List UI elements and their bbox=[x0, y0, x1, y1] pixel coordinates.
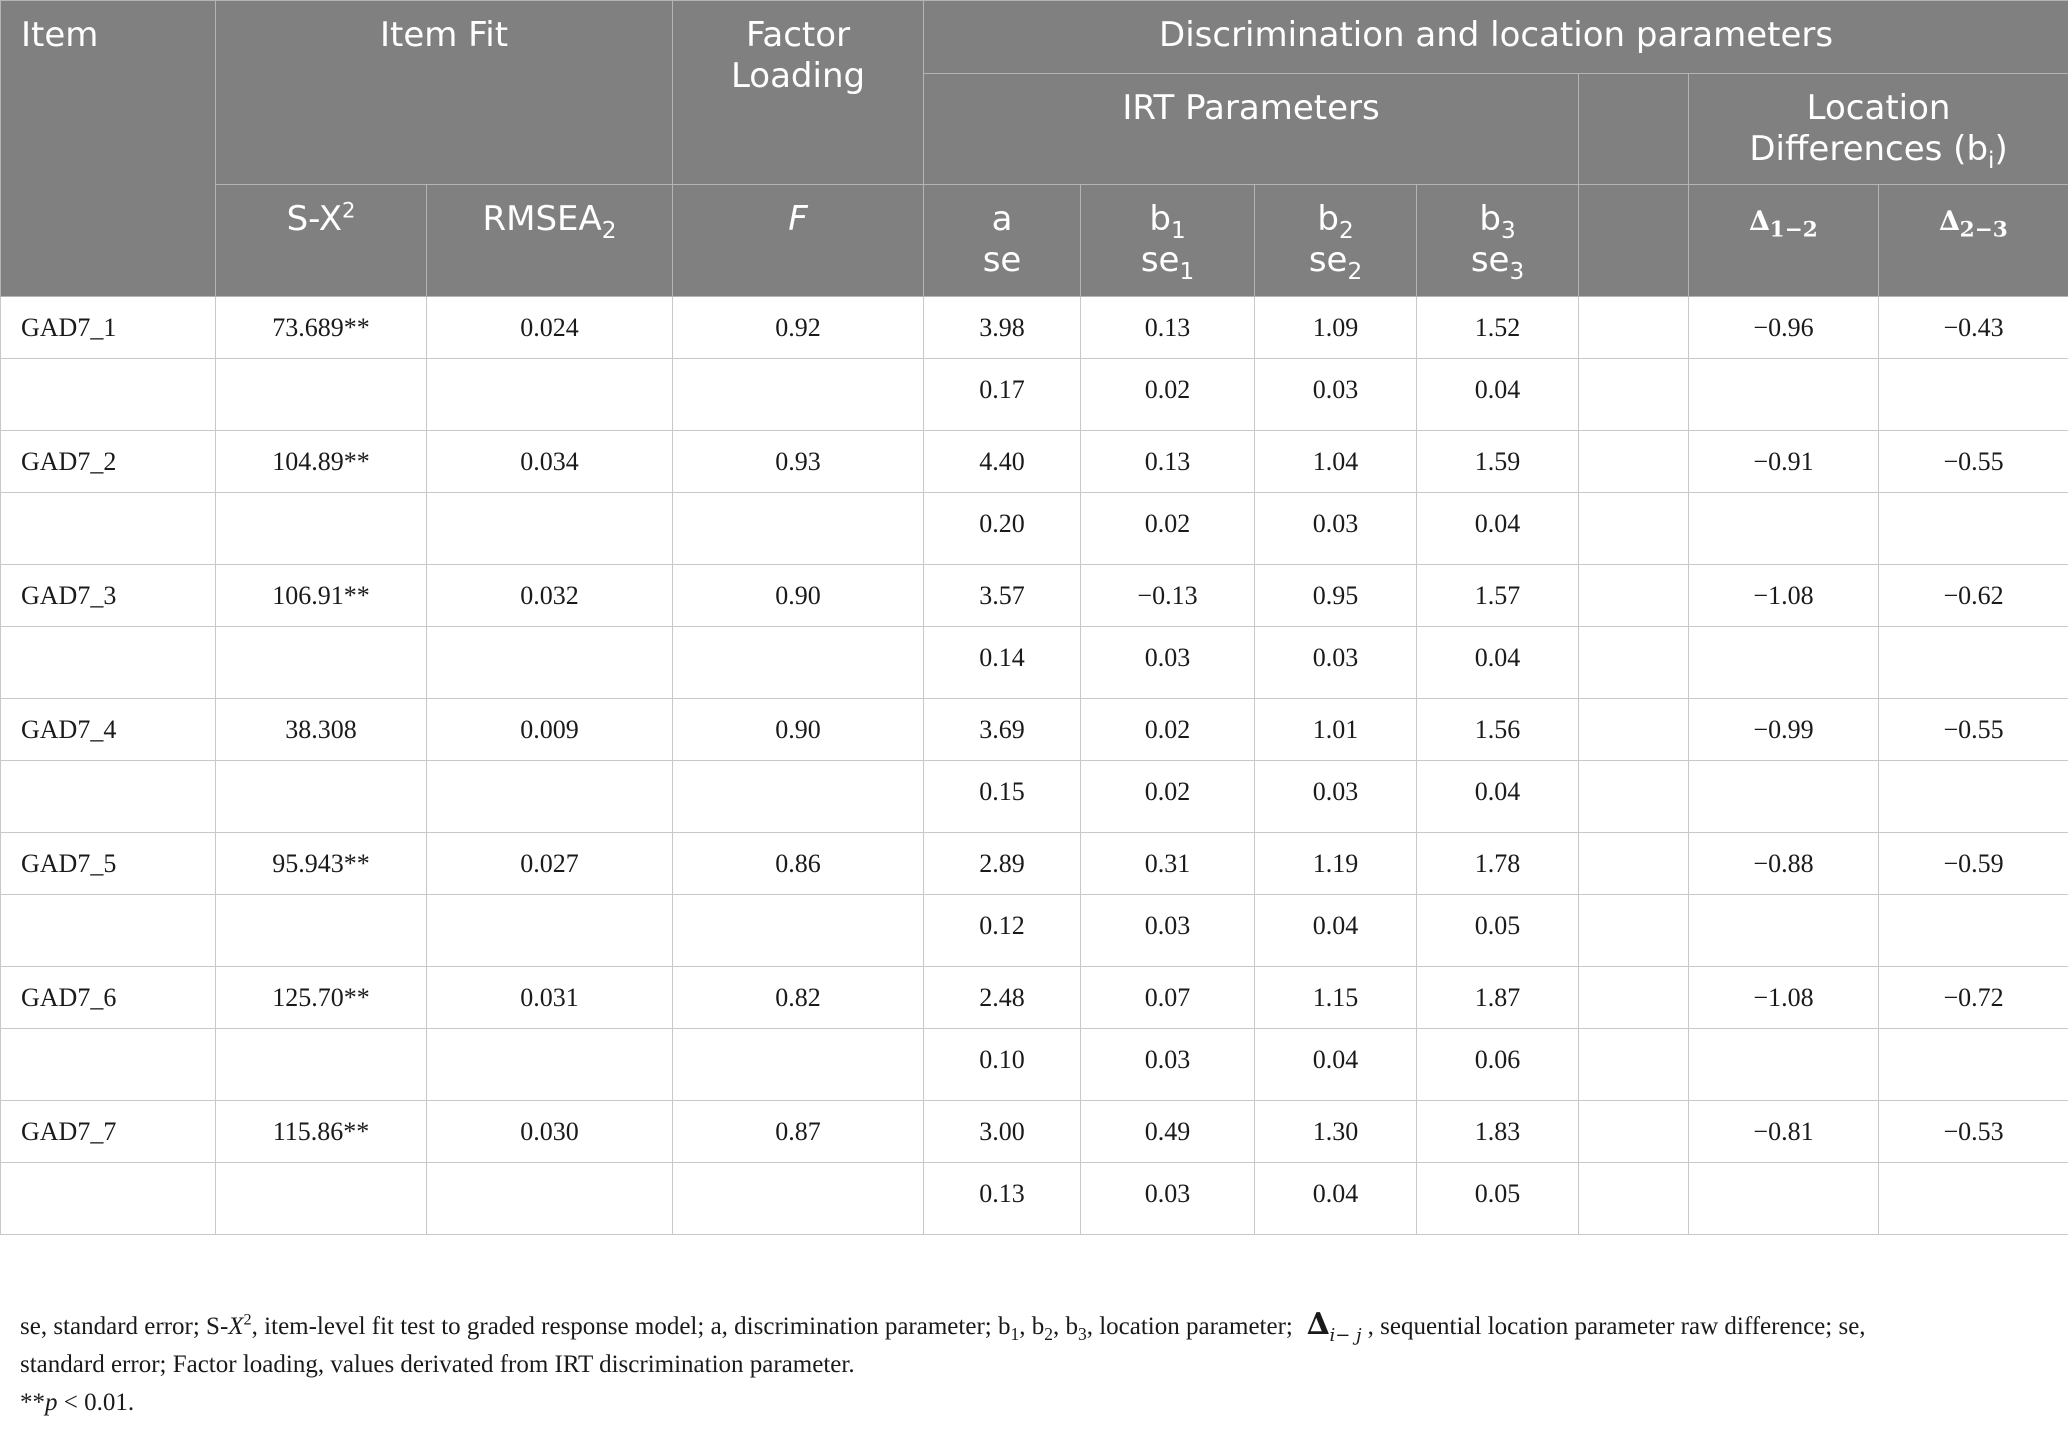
cell-se: 0.17 bbox=[924, 359, 1081, 431]
cell-sx2: 38.308 bbox=[216, 699, 427, 761]
table-row bbox=[1, 699, 2068, 761]
cell-b2: 1.19 bbox=[1255, 833, 1417, 895]
cell-f: 0.82 bbox=[673, 967, 924, 1029]
cell-b2: 1.30 bbox=[1255, 1101, 1417, 1163]
cell-rmsea: 0.027 bbox=[427, 833, 673, 895]
header-delta-1-2: $\Delta_{1-2}$ bbox=[1689, 185, 1879, 297]
header-b3-se3: $b_3$ $se_3$ bbox=[1417, 185, 1579, 297]
table-row bbox=[1, 967, 2068, 1029]
cell-empty bbox=[1689, 359, 1879, 431]
cell-empty bbox=[1689, 493, 1879, 565]
cell-se2: 0.04 bbox=[1255, 1163, 1417, 1235]
cell-sx2: 115.86** bbox=[216, 1101, 427, 1163]
cell-a: 3.00 bbox=[924, 1101, 1081, 1163]
cell-se2: 0.04 bbox=[1255, 895, 1417, 967]
cell-empty bbox=[427, 1029, 673, 1101]
cell-d23: −0.72 bbox=[1879, 967, 2068, 1029]
cell-d12: −0.96 bbox=[1689, 297, 1879, 359]
cell-se1: 0.03 bbox=[1081, 627, 1255, 699]
cell-f: 0.86 bbox=[673, 833, 924, 895]
cell-rmsea: 0.034 bbox=[427, 431, 673, 493]
cell-d23: −0.43 bbox=[1879, 297, 2068, 359]
header-discrimination-location: Discrimination and location parameters bbox=[924, 1, 2068, 74]
cell-sx2: 73.689** bbox=[216, 297, 427, 359]
cell-empty bbox=[673, 761, 924, 833]
table-header bbox=[1, 1, 2068, 297]
table-row bbox=[1, 1101, 2068, 1163]
cell-se: 0.10 bbox=[924, 1029, 1081, 1101]
cell-empty bbox=[1879, 761, 2068, 833]
cell-empty bbox=[673, 895, 924, 967]
header-irt-parameters: IRT Parameters bbox=[924, 74, 1579, 185]
cell-empty bbox=[1, 627, 216, 699]
header-delta-2-3: $\Delta_{2-3}$ bbox=[1879, 185, 2068, 297]
cell-se3: 0.04 bbox=[1417, 627, 1579, 699]
cell-empty bbox=[216, 493, 427, 565]
cell-d23: −0.59 bbox=[1879, 833, 2068, 895]
cell-b2: 1.15 bbox=[1255, 967, 1417, 1029]
cell-d12: −1.08 bbox=[1689, 565, 1879, 627]
header-f: F bbox=[673, 185, 924, 297]
cell-b2: 1.04 bbox=[1255, 431, 1417, 493]
cell-item: GAD7_3 bbox=[1, 565, 216, 627]
table-row bbox=[1, 565, 2068, 627]
cell-a: 2.89 bbox=[924, 833, 1081, 895]
cell-empty bbox=[1689, 627, 1879, 699]
cell-b3: 1.52 bbox=[1417, 297, 1579, 359]
cell-b1: 0.13 bbox=[1081, 297, 1255, 359]
cell-blank bbox=[1579, 1101, 1689, 1163]
cell-empty bbox=[1579, 627, 1689, 699]
cell-sx2: 104.89** bbox=[216, 431, 427, 493]
table-row-se bbox=[1, 761, 2068, 833]
cell-b3: 1.78 bbox=[1417, 833, 1579, 895]
cell-item: GAD7_2 bbox=[1, 431, 216, 493]
cell-d12: −0.81 bbox=[1689, 1101, 1879, 1163]
cell-rmsea: 0.032 bbox=[427, 565, 673, 627]
cell-a: 4.40 bbox=[924, 431, 1081, 493]
header-item: Item bbox=[1, 1, 216, 297]
header-a-se: a se bbox=[924, 185, 1081, 297]
cell-se3: 0.04 bbox=[1417, 493, 1579, 565]
cell-d12: −0.91 bbox=[1689, 431, 1879, 493]
cell-empty bbox=[1, 895, 216, 967]
header-factor-loading: Factor Loading bbox=[673, 1, 924, 185]
cell-se: 0.12 bbox=[924, 895, 1081, 967]
cell-empty bbox=[216, 627, 427, 699]
cell-se: 0.20 bbox=[924, 493, 1081, 565]
cell-empty bbox=[427, 493, 673, 565]
cell-b1: 0.02 bbox=[1081, 699, 1255, 761]
cell-empty bbox=[1689, 1163, 1879, 1235]
cell-se3: 0.05 bbox=[1417, 1163, 1579, 1235]
table-row bbox=[1, 833, 2068, 895]
cell-se: 0.14 bbox=[924, 627, 1081, 699]
cell-empty bbox=[1579, 895, 1689, 967]
cell-rmsea: 0.024 bbox=[427, 297, 673, 359]
cell-blank bbox=[1579, 967, 1689, 1029]
cell-empty bbox=[673, 627, 924, 699]
cell-d12: −0.88 bbox=[1689, 833, 1879, 895]
cell-empty bbox=[216, 1163, 427, 1235]
cell-b1: 0.31 bbox=[1081, 833, 1255, 895]
cell-se: 0.15 bbox=[924, 761, 1081, 833]
table-body bbox=[1, 297, 2068, 1235]
cell-se: 0.13 bbox=[924, 1163, 1081, 1235]
cell-empty bbox=[1879, 359, 2068, 431]
cell-se2: 0.03 bbox=[1255, 761, 1417, 833]
cell-se1: 0.02 bbox=[1081, 761, 1255, 833]
cell-se3: 0.05 bbox=[1417, 895, 1579, 967]
cell-empty bbox=[1689, 1029, 1879, 1101]
table-row-se bbox=[1, 627, 2068, 699]
cell-empty bbox=[1, 493, 216, 565]
cell-empty bbox=[673, 1163, 924, 1235]
cell-blank bbox=[1579, 699, 1689, 761]
cell-empty bbox=[1689, 761, 1879, 833]
cell-d12: −1.08 bbox=[1689, 967, 1879, 1029]
delta-symbol: $\Delta_{i- j}$ bbox=[1306, 1307, 1362, 1346]
cell-empty bbox=[673, 359, 924, 431]
table-row bbox=[1, 297, 2068, 359]
cell-rmsea: 0.009 bbox=[427, 699, 673, 761]
cell-empty bbox=[216, 359, 427, 431]
cell-d12: −0.99 bbox=[1689, 699, 1879, 761]
cell-f: 0.93 bbox=[673, 431, 924, 493]
cell-empty bbox=[1579, 493, 1689, 565]
cell-b3: 1.83 bbox=[1417, 1101, 1579, 1163]
cell-empty bbox=[1579, 1029, 1689, 1101]
table-row-se bbox=[1, 1163, 2068, 1235]
cell-item: GAD7_7 bbox=[1, 1101, 216, 1163]
cell-empty bbox=[216, 895, 427, 967]
cell-se1: 0.03 bbox=[1081, 1029, 1255, 1101]
table-row bbox=[1, 431, 2068, 493]
header-blank-2 bbox=[1579, 185, 1689, 297]
cell-se1: 0.03 bbox=[1081, 1163, 1255, 1235]
cell-empty bbox=[216, 761, 427, 833]
header-item-fit: Item Fit bbox=[216, 1, 673, 185]
cell-d23: −0.55 bbox=[1879, 431, 2068, 493]
cell-empty bbox=[673, 1029, 924, 1101]
header-b1-se1: $b_1$ $se_1$ bbox=[1081, 185, 1255, 297]
cell-b3: 1.56 bbox=[1417, 699, 1579, 761]
cell-empty bbox=[1, 761, 216, 833]
footnote-significance: **p < 0.01. bbox=[20, 1389, 135, 1416]
table-row-se bbox=[1, 493, 2068, 565]
cell-blank bbox=[1579, 565, 1689, 627]
cell-d23: −0.62 bbox=[1879, 565, 2068, 627]
cell-item: GAD7_5 bbox=[1, 833, 216, 895]
cell-se2: 0.04 bbox=[1255, 1029, 1417, 1101]
cell-se1: 0.02 bbox=[1081, 359, 1255, 431]
cell-blank bbox=[1579, 833, 1689, 895]
cell-empty bbox=[1879, 895, 2068, 967]
cell-f: 0.90 bbox=[673, 699, 924, 761]
header-rmsea: $RMSEA_2$ bbox=[427, 185, 673, 297]
table-row-se bbox=[1, 895, 2068, 967]
cell-empty bbox=[427, 895, 673, 967]
cell-item: GAD7_4 bbox=[1, 699, 216, 761]
cell-empty bbox=[427, 359, 673, 431]
cell-empty bbox=[1579, 359, 1689, 431]
cell-b3: 1.87 bbox=[1417, 967, 1579, 1029]
header-b2-se2: $b_2$ $se_2$ bbox=[1255, 185, 1417, 297]
cell-sx2: 106.91** bbox=[216, 565, 427, 627]
cell-se3: 0.06 bbox=[1417, 1029, 1579, 1101]
header-sx2: $S-X^2$ bbox=[216, 185, 427, 297]
cell-b1: −0.13 bbox=[1081, 565, 1255, 627]
cell-se3: 0.04 bbox=[1417, 359, 1579, 431]
cell-empty bbox=[1879, 1163, 2068, 1235]
cell-empty bbox=[1579, 761, 1689, 833]
cell-empty bbox=[427, 761, 673, 833]
cell-f: 0.87 bbox=[673, 1101, 924, 1163]
cell-empty bbox=[1, 1029, 216, 1101]
cell-se2: 0.03 bbox=[1255, 627, 1417, 699]
cell-b3: 1.59 bbox=[1417, 431, 1579, 493]
cell-empty bbox=[673, 493, 924, 565]
cell-d23: −0.53 bbox=[1879, 1101, 2068, 1163]
cell-a: 3.98 bbox=[924, 297, 1081, 359]
cell-blank bbox=[1579, 431, 1689, 493]
cell-empty bbox=[1879, 493, 2068, 565]
cell-a: 3.57 bbox=[924, 565, 1081, 627]
cell-a: 2.48 bbox=[924, 967, 1081, 1029]
header-blank bbox=[1579, 74, 1689, 185]
cell-se3: 0.04 bbox=[1417, 761, 1579, 833]
cell-empty bbox=[1879, 1029, 2068, 1101]
cell-a: 3.69 bbox=[924, 699, 1081, 761]
cell-empty bbox=[427, 627, 673, 699]
cell-se1: 0.02 bbox=[1081, 493, 1255, 565]
footnote-abbreviations: se, standard error; $S-X^2$, item-level fit test to graded response model; a, discrimination parameter; $b_1$, $b_2$, $b_3$, location parameter; $\Delta_{i- j}$ , sequential location parameter raw difference; se, standard error; Factor loading, values derivated from IRT discrimination parameter. bbox=[20, 1307, 1866, 1378]
cell-b2: 1.01 bbox=[1255, 699, 1417, 761]
cell-empty bbox=[1879, 627, 2068, 699]
cell-sx2: 125.70** bbox=[216, 967, 427, 1029]
table-row-se bbox=[1, 359, 2068, 431]
table-footnotes bbox=[20, 1306, 2050, 1422]
header-location-differences: Location Differences $(b_i)$ bbox=[1689, 74, 2068, 185]
cell-f: 0.90 bbox=[673, 565, 924, 627]
cell-rmsea: 0.030 bbox=[427, 1101, 673, 1163]
cell-se1: 0.03 bbox=[1081, 895, 1255, 967]
cell-b1: 0.07 bbox=[1081, 967, 1255, 1029]
cell-b2: 0.95 bbox=[1255, 565, 1417, 627]
cell-d23: −0.55 bbox=[1879, 699, 2068, 761]
cell-empty bbox=[216, 1029, 427, 1101]
cell-b1: 0.49 bbox=[1081, 1101, 1255, 1163]
cell-se2: 0.03 bbox=[1255, 493, 1417, 565]
cell-se2: 0.03 bbox=[1255, 359, 1417, 431]
cell-b3: 1.57 bbox=[1417, 565, 1579, 627]
cell-sx2: 95.943** bbox=[216, 833, 427, 895]
cell-item: GAD7_6 bbox=[1, 967, 216, 1029]
cell-blank bbox=[1579, 297, 1689, 359]
cell-empty bbox=[1579, 1163, 1689, 1235]
cell-empty bbox=[1689, 895, 1879, 967]
cell-b2: 1.09 bbox=[1255, 297, 1417, 359]
cell-b1: 0.13 bbox=[1081, 431, 1255, 493]
cell-f: 0.92 bbox=[673, 297, 924, 359]
cell-item: GAD7_1 bbox=[1, 297, 216, 359]
cell-empty bbox=[1, 359, 216, 431]
cell-empty bbox=[1, 1163, 216, 1235]
table-row-se bbox=[1, 1029, 2068, 1101]
cell-rmsea: 0.031 bbox=[427, 967, 673, 1029]
cell-empty bbox=[427, 1163, 673, 1235]
